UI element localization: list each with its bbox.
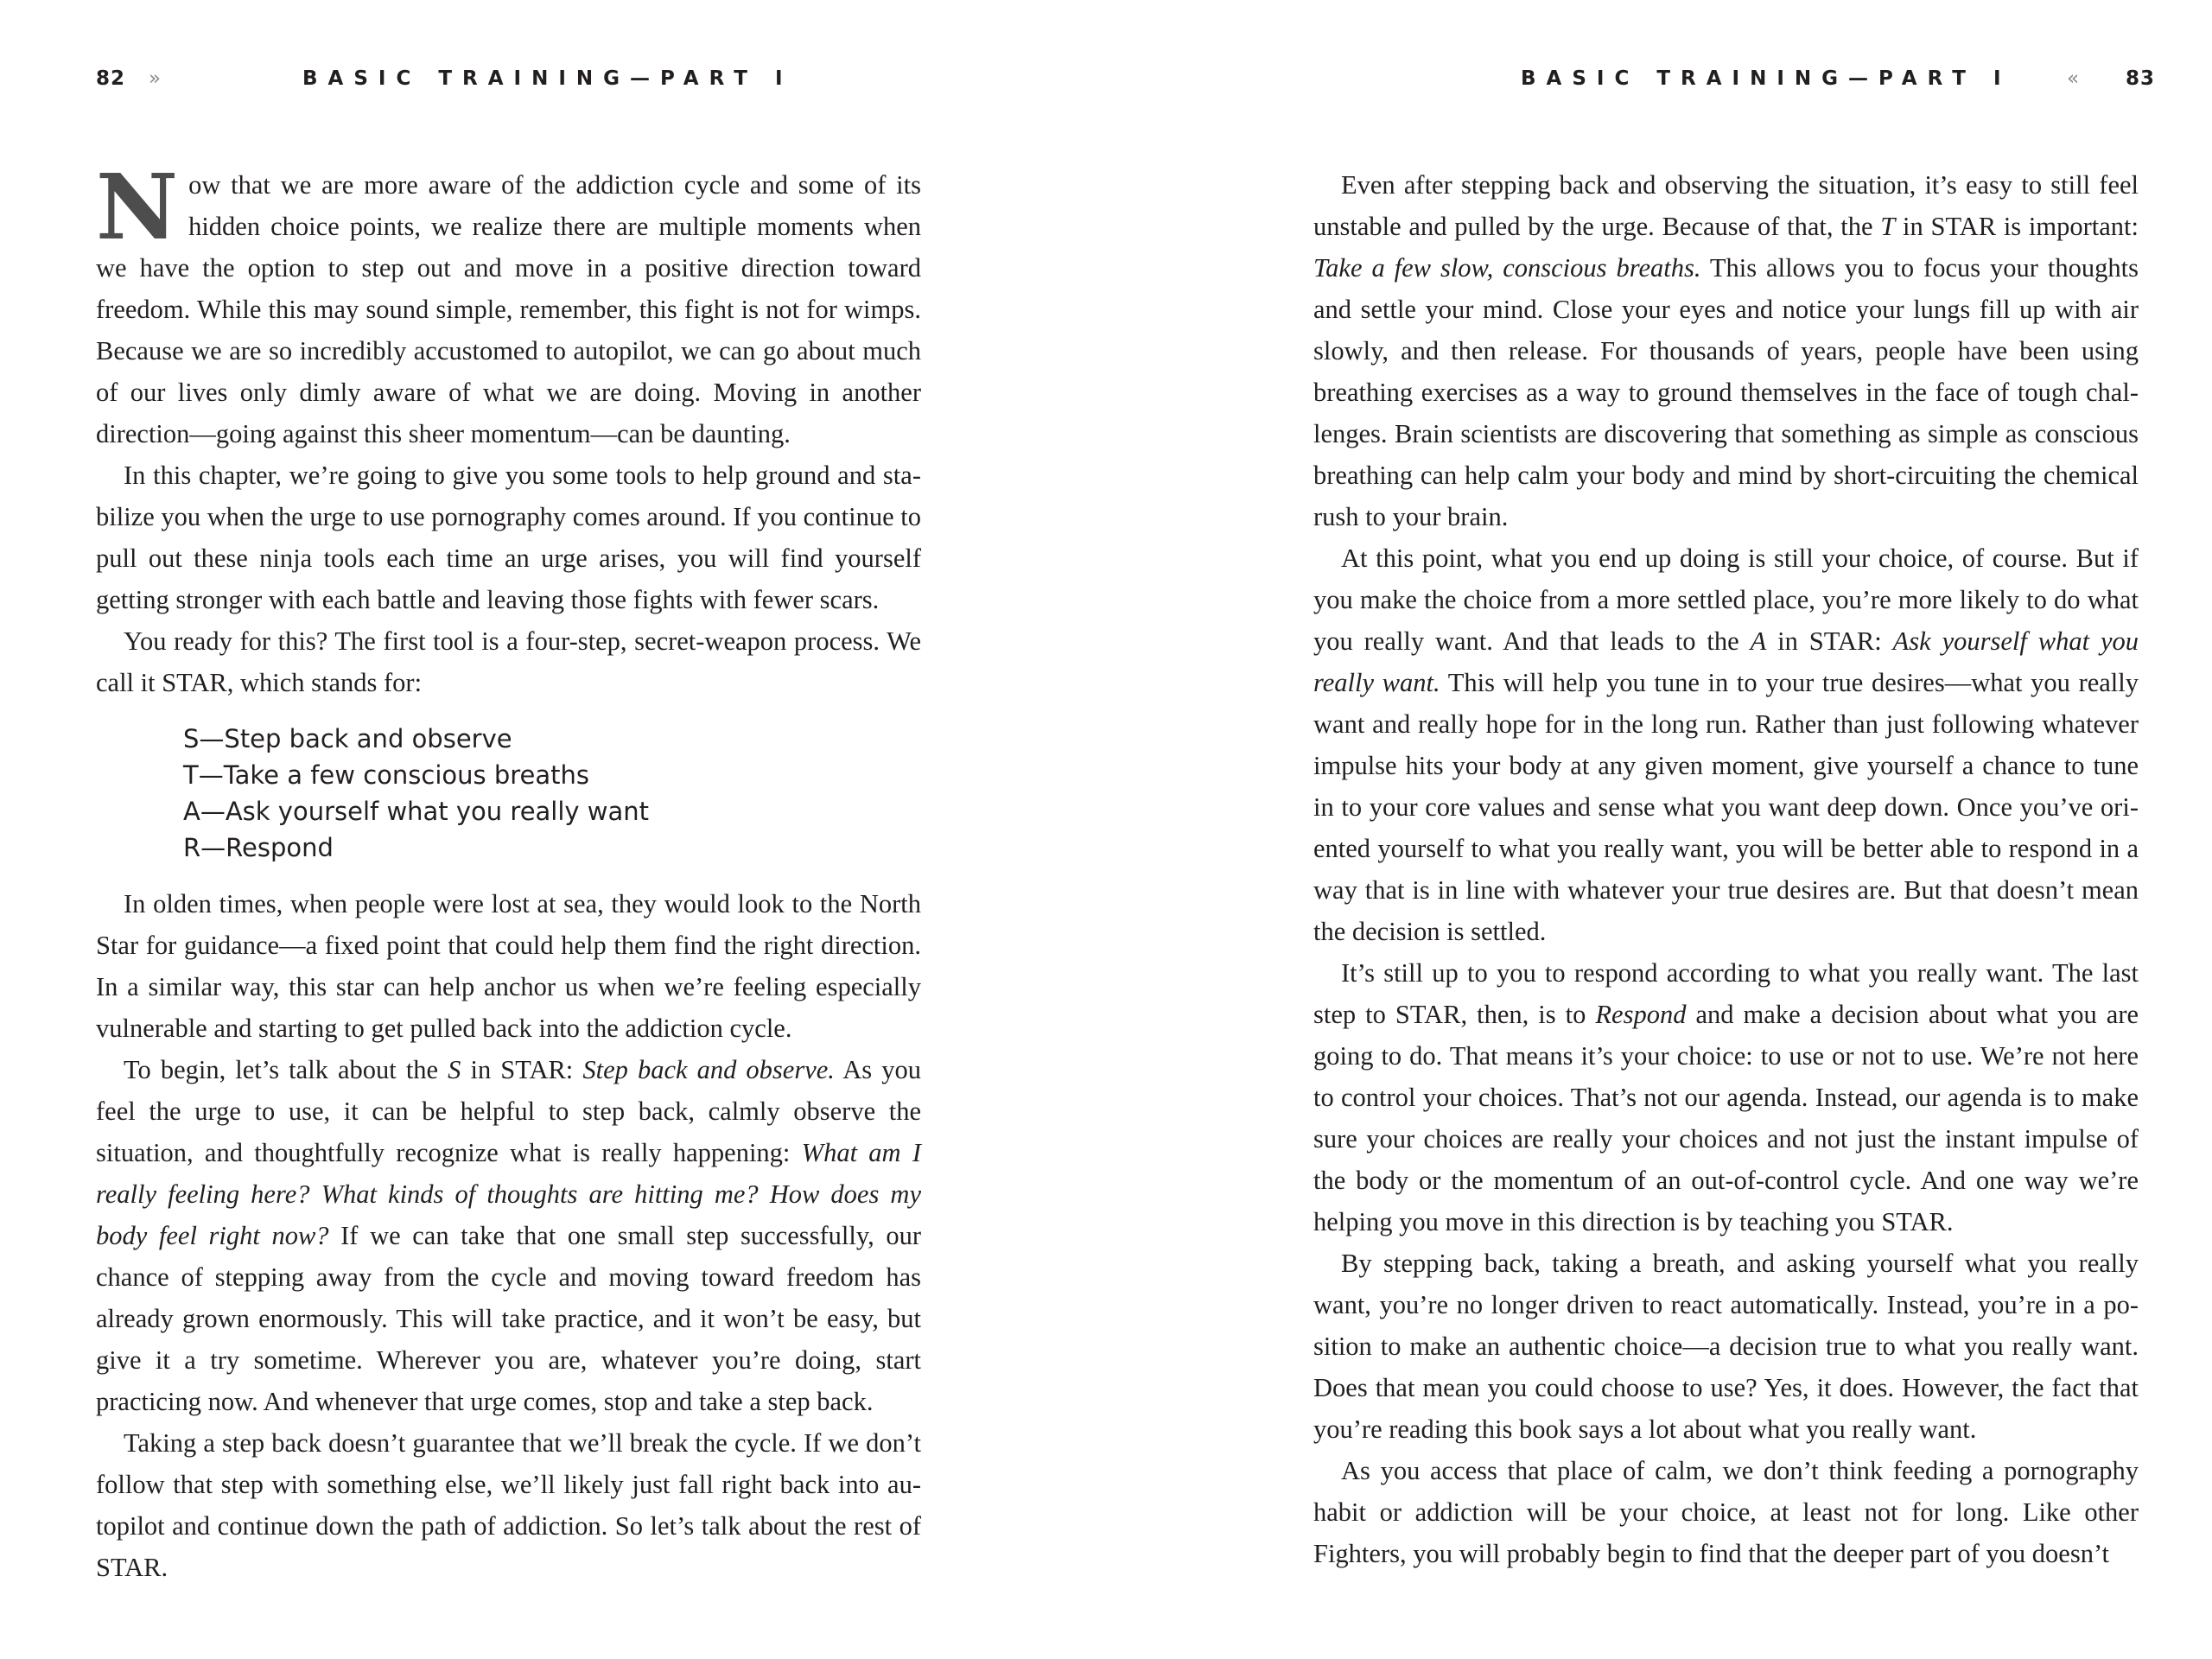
chevron-right-icon: »: [149, 67, 158, 90]
text-run: This will help you tune in to your true desires—what you really want and really hope for in the long run. Rather than just following whatever impulse hits your body at any given moment, give yourself a chance to tune in to your core values and sense what you want deep down. Once you’ve oriented yourself to what you really want, you will be better able to respond in a way that is in line with whatever your true desires are. But that doesn’t mean the decision is settled.: [1313, 668, 2139, 946]
text-run: in STAR:: [1766, 626, 1893, 656]
italic-text: Respond: [1595, 1000, 1687, 1029]
left-body-text: [96, 154, 921, 1588]
running-head: BASIC TRAINING—PART I: [302, 67, 793, 90]
text-run: In this chapter, we’re going to give you some tools to help ground and stabilize you when the urge to use pornography comes around. If you continue to pull out these ninja tools each time an urge arises, you will find yourself getting stronger with each battle and leaving those fights with fewer scars.: [96, 461, 921, 614]
page-number: 83: [2126, 67, 2156, 90]
star-list-item: R—Respond: [183, 833, 334, 862]
text-run: As you access that place of calm, we don’t think feeding a pornography habit or addiction will be your choice, at least not for long. Like other Fighters, you will probably begin to find that the deeper part of you doesn’t: [1313, 1456, 2139, 1568]
star-list: [183, 721, 921, 866]
italic-text: T: [1880, 212, 1896, 241]
paragraph: [1313, 537, 2139, 952]
text-run: in STAR:: [461, 1055, 583, 1084]
paragraph: [1313, 1450, 2139, 1574]
text-run: By stepping back, taking a breath, and asking yourself what you really want, you’re no longer driven to react automatically. Instead, you’re in a position to make an authentic choice—a decision true to what you really want. Does that mean you could choose to use? Yes, it does. However, the fact that you’re reading this book says a lot about what you really want.: [1313, 1249, 2139, 1444]
drop-cap: N: [96, 154, 179, 260]
text-run: To begin, let’s talk about the: [124, 1055, 448, 1084]
right-body-text: [1313, 164, 2139, 1574]
chevron-left-icon: «: [2067, 67, 2076, 90]
paragraph: [96, 154, 921, 454]
text-run: Taking a step back doesn’t guarantee that we’ll break the cycle. If we don’t follow that step with something else, we’ll likely just fall right back into autopilot and continue down the path of addiction. So let’s talk about the rest of STAR.: [96, 1428, 921, 1582]
paragraph: [1313, 1243, 2139, 1450]
star-list-item: T—Take a few conscious breaths: [183, 760, 589, 790]
italic-text: S: [448, 1055, 461, 1084]
text-run: and make a decision about what you are going to do. That means it’s your choice: to use or not to use. We’re not here to control your choices. That’s not our agenda. Instead, our agenda is to make sure your choices are really your choices and not just the instant impulse of the body or the momentum of an out-of-control cycle. And one way we’re helping you move in this direction is by teaching you STAR.: [1313, 1000, 2139, 1236]
right-page: [1106, 0, 2212, 1659]
italic-text: Step back and observe.: [582, 1055, 835, 1084]
italic-text: Take a few slow, conscious breaths.: [1313, 253, 1701, 283]
paragraph: [1313, 164, 2139, 537]
text-run: At this point, what you end up doing is still your choice, of course. But if you make the choice from a more settled place, you’re more likely to do what you really want. And that leads to the: [1313, 543, 2139, 656]
left-paragraph-group: [96, 883, 921, 1588]
text-run: Even after stepping back and observing the situation, it’s easy to still feel unstable and pulled by the urge. Because of that, the: [1313, 170, 2139, 241]
page-number: 82: [96, 67, 126, 90]
italic-text: What am I really feeling here? What kinds of thoughts are hitting me? How does my body feel right now?: [96, 1138, 921, 1250]
opening-paragraph-group: [96, 154, 921, 703]
text-run: In olden times, when people were lost at sea, they would look to the North Star for guidance—a fixed point that could help them find the right direction. In a similar way, this star can help anchor us when we’re feeling especially vulnerable and starting to get pulled back into the addiction cycle.: [96, 889, 921, 1043]
paragraph: [96, 1422, 921, 1588]
italic-text: A: [1750, 626, 1767, 656]
paragraph: [1313, 952, 2139, 1243]
text-run: ow that we are more aware of the addiction cycle and some of its hidden choice points, we realize there are multiple moments when we have the option to step out and move in a positive direction toward freedom. While this may sound simple, remember, this fight is not for wimps. Because we are so incredibly accustomed to autopilot, we can go about much of our lives only dimly aware of what we are doing. Moving in another direction—going against this sheer momentum—can be daunting.: [96, 170, 921, 448]
paragraph: [96, 454, 921, 620]
text-run: in STAR is important:: [1895, 212, 2139, 241]
running-head: BASIC TRAINING—PART I: [1521, 67, 2012, 90]
text-run: You ready for this? The first tool is a four-step, secret-weapon process. We call it STAR, which stands for:: [96, 626, 921, 697]
paragraph: [96, 1049, 921, 1422]
paragraph: [96, 620, 921, 703]
paragraph: [96, 883, 921, 1049]
italic-text: Ask yourself what you really want.: [1313, 626, 2139, 697]
text-run: If we can take that one small step successfully, our chance of stepping away from the cycle and moving toward freedom has already grown enormously. This will take practice, and it won’t be easy, but give it a try sometime. Wherever you are, whatever you’re doing, start practicing now. And whenever that urge comes, stop and take a step back.: [96, 1221, 921, 1416]
text-run: This allows you to focus your thoughts and settle your mind. Close your eyes and notice your lungs fill up with air slowly, and then release. For thousands of years, people have been using breathing exercises as a way to ground themselves in the face of tough challenges. Brain scientists are discovering that something as simple as conscious breathing can help calm your body and mind by short-circuiting the chemical rush to your brain.: [1313, 253, 2139, 531]
text-run: It’s still up to you to respond according to what you really want. The last step to STAR, then, is to: [1313, 958, 2139, 1029]
text-run: As you feel the urge to use, it can be helpful to step back, calmly observe the situation, and thoughtfully recognize what is really happening:: [96, 1055, 921, 1167]
star-list-item: A—Ask yourself what you really want: [183, 797, 650, 826]
star-list-item: S—Step back and observe: [183, 724, 512, 753]
